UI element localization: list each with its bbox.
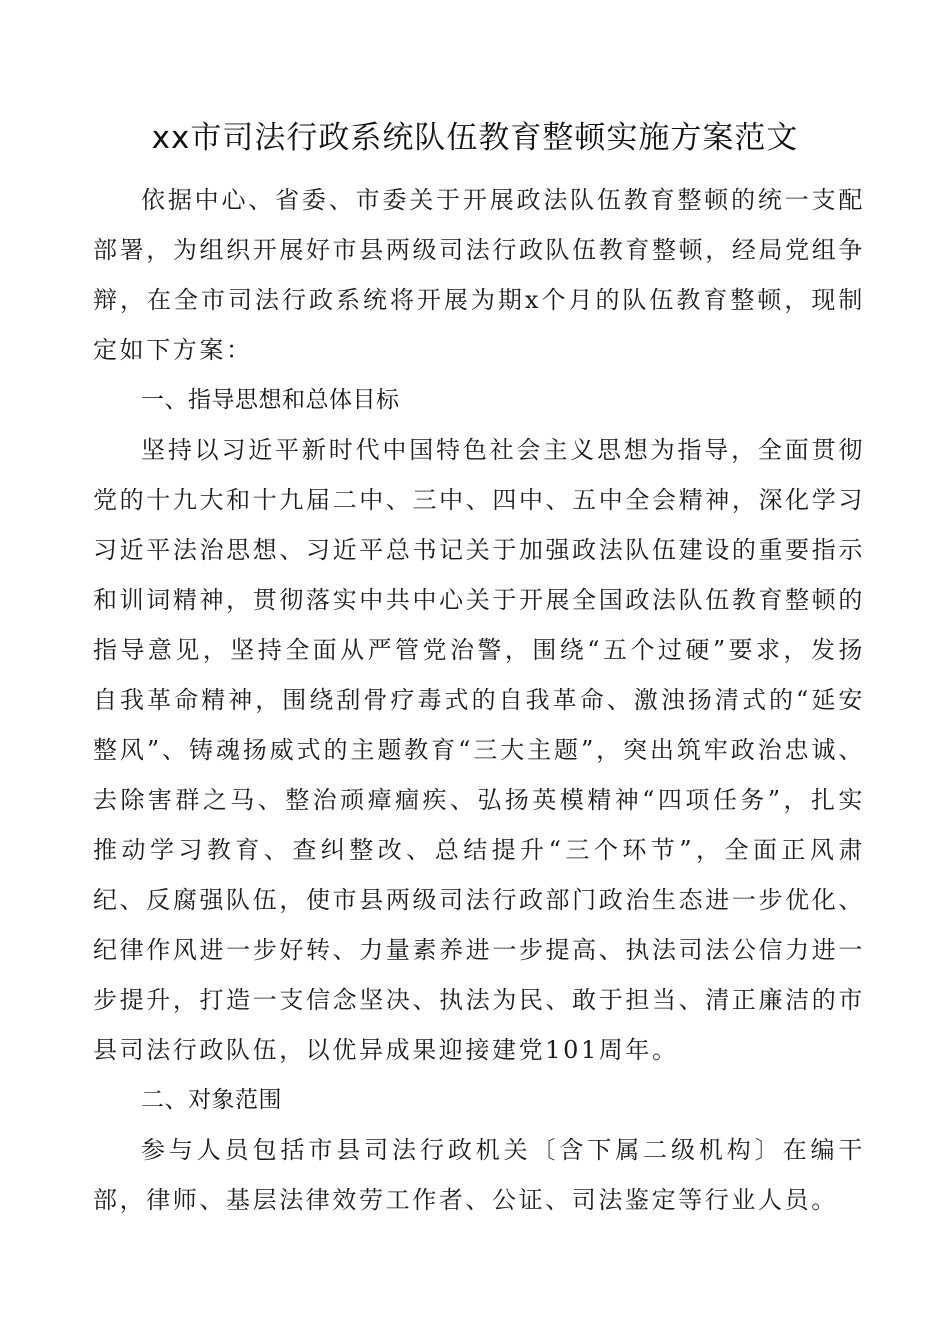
section-heading-guiding-ideology: 一、指导思想和总体目标 [141, 387, 400, 413]
document-title: xx市司法行政系统队伍教育整顿实施方案范文 [151, 120, 799, 156]
document-body [93, 175, 865, 1225]
intro-paragraph: 依据中心、省委、市委关于开展政法队伍教育整顿的统一支配部署，为组织开展好市县两级司法行政队伍教育整顿，经局党组争辩，在全市司法行政系统将开展为期x个月的队伍教育整顿，现制定如下方案： [93, 186, 865, 364]
section-paragraph-scope: 参与人员包括市县司法行政机关〔含下属二级机构〕在编干部，律师、基层法律效劳工作者、公证、司法鉴定等行业人员。 [93, 1136, 865, 1214]
section-paragraph-guiding-ideology: 坚持以习近平新时代中国特色社会主义思想为指导，全面贯彻党的十九大和十九届二中、三中、四中、五中全会精神，深化学习习近平法治思想、习近平总书记关于加强政法队伍建设的重要指示和训词精神，贯彻落实中共中心关于开展全国政法队伍教育整顿的指导意见，坚持全面从严管党治警，围绕“五个过硬”要求，发扬自我革命精神，围绕刮骨疗毒式的自我革命、激浊扬清式的“延安整风”、铸魂扬威式的主题教育“三大主题”，突出筑牢政治忠诚、去除害群之马、整治顽瘴痼疾、弘扬英模精神“四项任务”，扎实推动学习教育、查纠整改、总结提升“三个环节”，全面正风肃纪、反腐强队伍，使市县两级司法行政部门政治生态进一步优化、纪律作风进一步好转、力量素养进一步提高、执法司法公信力进一步提升，打造一支信念坚决、执法为民、敢于担当、清正廉洁的市县司法行政队伍，以优异成果迎接建党101周年。 [93, 436, 865, 1064]
section-heading-scope: 二、对象范围 [141, 1087, 282, 1113]
